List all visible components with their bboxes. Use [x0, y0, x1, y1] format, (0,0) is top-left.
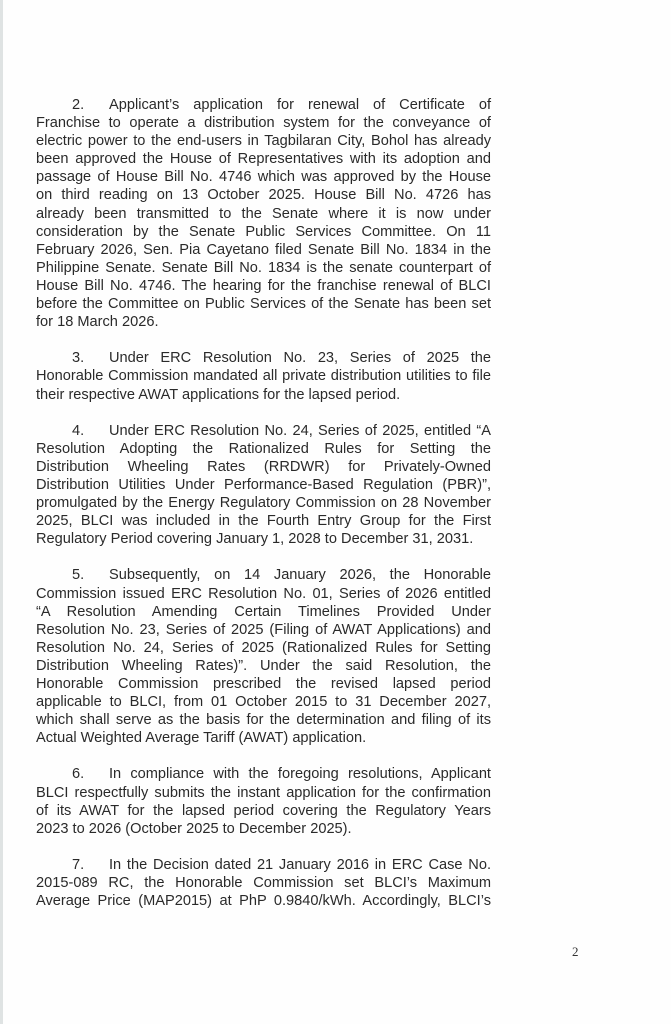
- paragraph-6: [36, 765, 491, 837]
- paragraph-line: of its AWAT for the lapsed period covering the Regulatory Years: [36, 802, 491, 819]
- paragraph-line: 2023 to 2026 (October 2025 to December 2025).: [36, 820, 352, 837]
- paragraph-5: [36, 566, 491, 747]
- paragraph-line: Philippine Senate. Senate Bill No. 1834 is the senate counterpart of: [36, 259, 491, 276]
- paragraph-line: their respective AWAT applications for the lapsed period.: [36, 386, 401, 403]
- paragraph-number: 3.: [72, 350, 85, 367]
- paragraph-line: [36, 349, 491, 367]
- paragraph-line: February 2026, Sen. Pia Cayetano filed Senate Bill No. 1834 in the: [36, 241, 491, 258]
- paragraph-line: House Bill No. 4746. The hearing for the franchise renewal of BLCI: [36, 277, 491, 294]
- paragraph-text: In the Decision dated 21 January 2016 in ERC Case No.: [109, 856, 491, 873]
- paragraph-text: Applicant’s application for renewal of Certificate of: [109, 97, 491, 113]
- document-body: [36, 96, 491, 910]
- paragraph-line: Honorable Commission prescribed the revised lapsed period: [36, 676, 491, 692]
- paragraph-line: for 18 March 2026.: [36, 314, 159, 331]
- paragraph-text: Under ERC Resolution No. 23, Series of 2025 the: [109, 350, 491, 367]
- scan-edge: [0, 0, 3, 1024]
- paragraph-line: [36, 96, 491, 114]
- paragraph-number: 6.: [72, 766, 85, 783]
- paragraph-number: 7.: [72, 856, 85, 873]
- paragraph-line: consideration by the Senate Public Services Committee. On 11: [36, 223, 491, 240]
- paragraph-line: been approved the House of Representatives with its adoption and: [36, 151, 491, 168]
- paragraph-line: Resolution Adopting the Rationalized Rules for Setting the: [36, 440, 491, 457]
- paragraph-line: [36, 566, 491, 584]
- paragraph-line: 2015-089 RC, the Honorable Commission set BLCI’s Maximum: [36, 875, 491, 892]
- paragraph-line: Distribution Wheeling Rates)”. Under the said Resolution, the: [36, 657, 491, 674]
- paragraph-line: [36, 765, 491, 783]
- paragraph-line: applicable to BLCI, from 01 October 2015 to 31 December 2027,: [36, 694, 491, 711]
- paragraph-line: promulgated by the Energy Regulatory Commission on 28 November: [36, 495, 491, 512]
- paragraph-line: “A Resolution Amending Certain Timelines Provided Under: [36, 603, 491, 620]
- paragraph-line: Actual Weighted Average Tariff (AWAT) application.: [36, 730, 367, 747]
- paragraph-2: [36, 96, 491, 331]
- paragraph-line: Regulatory Period covering January 1, 2028 to December 31, 2031.: [36, 531, 474, 548]
- page-number: 2: [572, 944, 579, 959]
- paragraph-line: Average Price (MAP2015) at PhP 0.9840/kWh. Accordingly, BLCI’s: [36, 893, 491, 910]
- paragraph-line: [36, 422, 491, 440]
- paragraph-line: Distribution Wheeling Rates (RRDWR) for Privately-Owned: [36, 458, 491, 475]
- paragraph-text: In compliance with the foregoing resolutions, Applicant: [109, 766, 491, 783]
- paragraph-number: 2.: [72, 97, 85, 113]
- paragraph-line: already been transmitted to the Senate where it is now under: [36, 205, 491, 222]
- paragraph-line: passage of House Bill No. 4746 which was approved by the House: [36, 169, 491, 186]
- paragraph-line: Honorable Commission mandated all private distribution utilities to file: [36, 368, 491, 385]
- paragraph-line: Resolution No. 23, Series of 2025 (Filing of AWAT Applications) and: [36, 621, 491, 638]
- paragraph-line: 2025, BLCI was included in the Fourth Entry Group for the First: [36, 513, 491, 530]
- paragraph-text: Under ERC Resolution No. 24, Series of 2025, entitled “A: [109, 422, 491, 439]
- paragraph-line: Resolution No. 24, Series of 2025 (Rationalized Rules for Setting: [36, 639, 491, 656]
- paragraph-line: Commission issued ERC Resolution No. 01, Series of 2026 entitled: [36, 585, 491, 602]
- paragraph-line: Franchise to operate a distribution system for the conveyance of: [36, 115, 491, 132]
- paragraph-number: 5.: [72, 567, 85, 584]
- paragraph-line: which shall serve as the basis for the determination and filing of its: [36, 712, 491, 729]
- paragraph-3: [36, 349, 491, 403]
- paragraph-line: on third reading on 13 October 2025. House Bill No. 4726 has: [36, 187, 491, 204]
- paragraph-line: Distribution Utilities Under Performance-Based Regulation (PBR)”,: [36, 476, 491, 493]
- paragraph-text: Subsequently, on 14 January 2026, the Honorable: [109, 567, 491, 584]
- paragraph-line: before the Committee on Public Services of the Senate has been set: [36, 296, 491, 313]
- paragraph-4: [36, 422, 491, 549]
- paragraph-line: BLCI respectfully submits the instant application for the confirmation: [36, 784, 491, 801]
- paragraph-line: electric power to the end-users in Tagbilaran City, Bohol has already: [36, 133, 491, 150]
- paragraph-number: 4.: [72, 422, 85, 439]
- paragraph-line: [36, 856, 491, 874]
- paragraph-7: [36, 856, 491, 910]
